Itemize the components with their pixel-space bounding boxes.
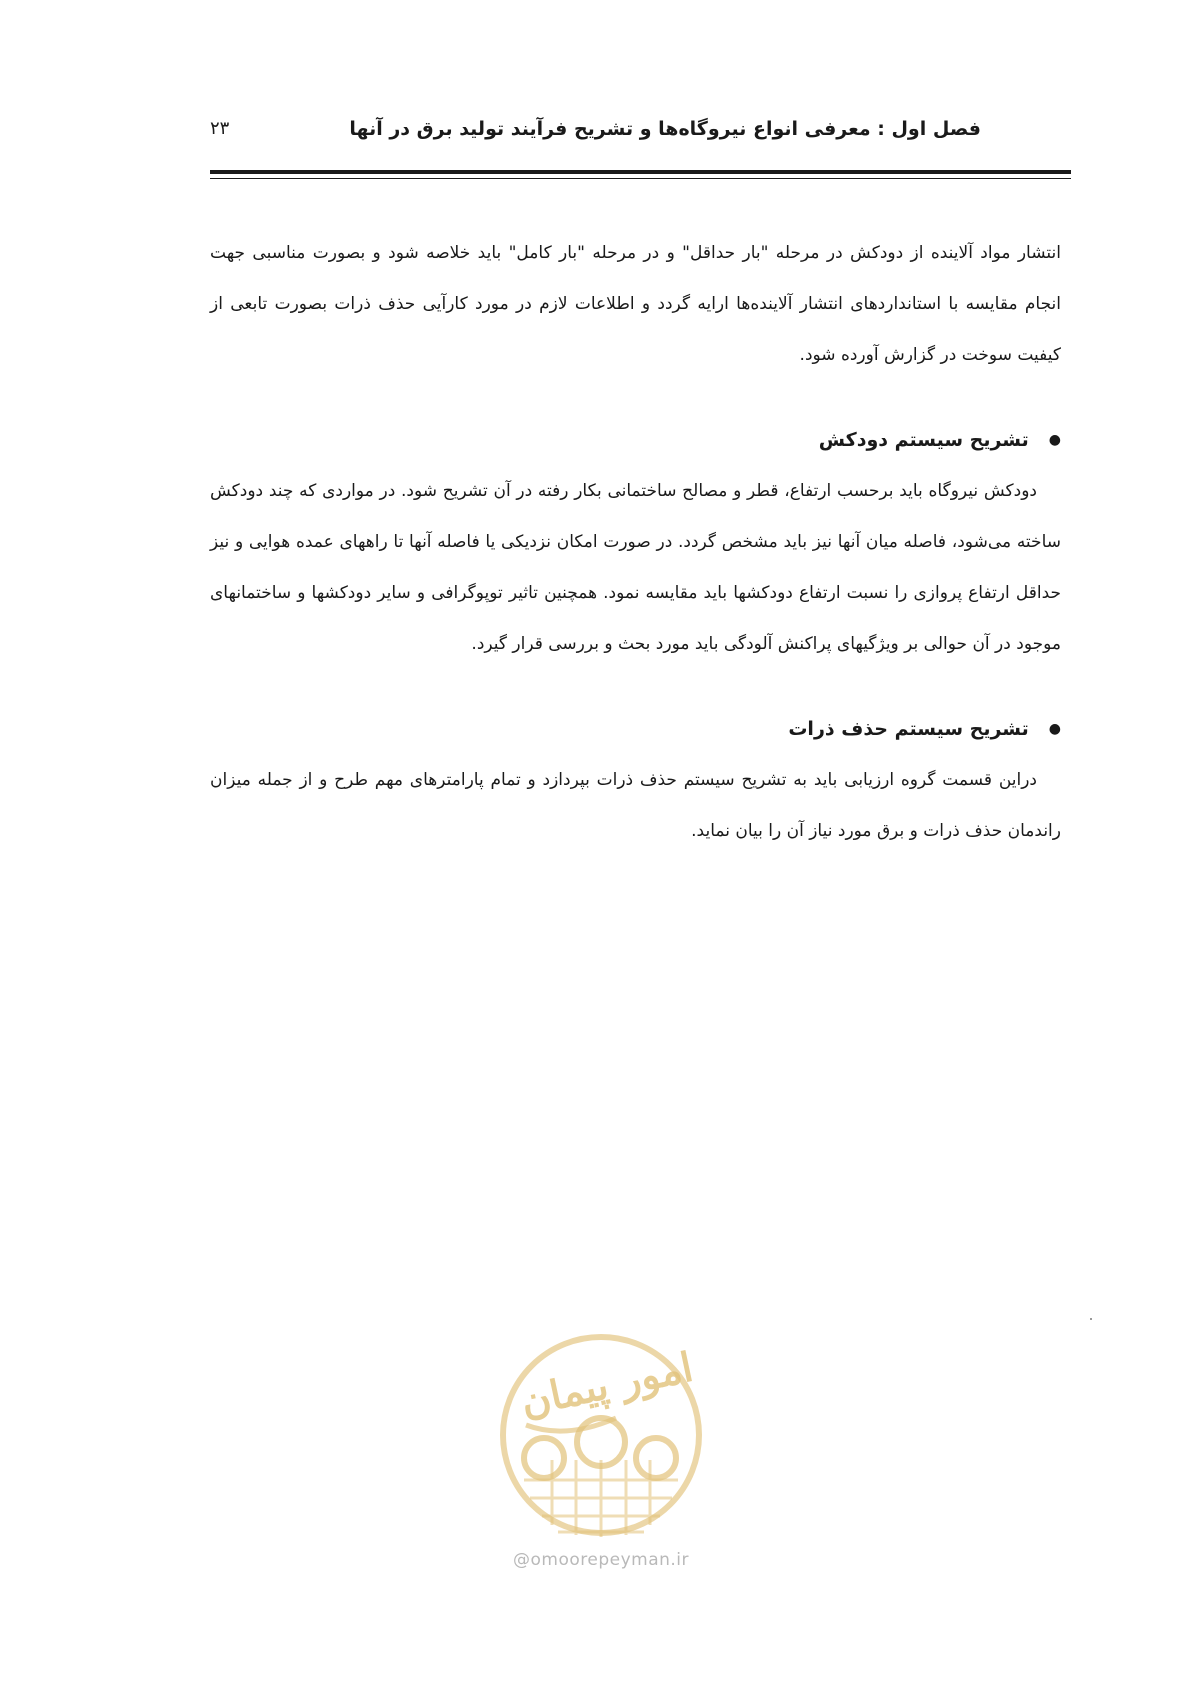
section-heading-particle-removal xyxy=(210,704,1061,755)
watermark-logo xyxy=(496,1330,706,1554)
intro-paragraph: انتشار مواد آلاینده از دودکش در مرحله "بار حداقل" و در مرحله "بار کامل" باید خلاصه شود و بصورت مناسبی جهت انجام مقایسه با استانداردهای انتشار آلاینده‌ها ارایه گردد و اطلاعات لازم در مورد کارآیی حذف ذرات بصورت تابعی از کیفیت سوخت در گزارش آورده شود. xyxy=(210,243,1061,365)
bullet-icon: ● xyxy=(1048,721,1061,737)
logo-text: امور پیمان xyxy=(516,1343,698,1426)
section-heading-label: تشریح سیستم حذف ذرات xyxy=(788,718,1029,740)
watermark-caption: @omoorepeyman.ir xyxy=(512,1550,690,1570)
page-number: ۲۳ xyxy=(210,118,230,139)
document-body xyxy=(210,228,1061,857)
particle-removal-paragraph: دراین قسمت گروه ارزیابی باید به تشریح سیستم حذف ذرات بپردازد و تمام پارامترهای مهم طرح و از جمله میزان راندمان حذف ذرات و برق مورد نیاز آن را بیان نماید. xyxy=(210,770,1061,841)
header-rule-thick xyxy=(210,170,1071,174)
logo-grid xyxy=(524,1460,678,1537)
chapter-title: فصل اول : معرفی انواع نیروگاه‌ها و تشریح فرآیند تولید برق در آنها xyxy=(349,118,981,140)
header-rule-thin xyxy=(210,178,1071,179)
section-heading-label: تشریح سیستم دودکش xyxy=(818,429,1029,451)
scan-speck xyxy=(1090,1318,1092,1320)
section-heading-chimney xyxy=(210,415,1061,466)
bullet-icon: ● xyxy=(1048,432,1061,448)
chimney-paragraph: دودکش نیروگاه باید برحسب ارتفاع، قطر و مصالح ساختمانی بکار رفته در آن تشریح شود. در مواردی که چند دودکش ساخته می‌شود، فاصله میان آنها نیز باید مشخص گردد. در صورت امکان نزدیکی یا فاصله آنها تا راههای عمده هوایی و نیز حداقل ارتفاع پروازی را نسبت ارتفاع دودکشها باید مقایسه نمود. همچنین تاثیر توپوگرافی و سایر دودکشها و ساختمانهای موجود در آن حوالی بر ویژگیهای پراکنش آلودگی باید مورد بحث و بررسی قرار گیرد. xyxy=(210,481,1061,654)
